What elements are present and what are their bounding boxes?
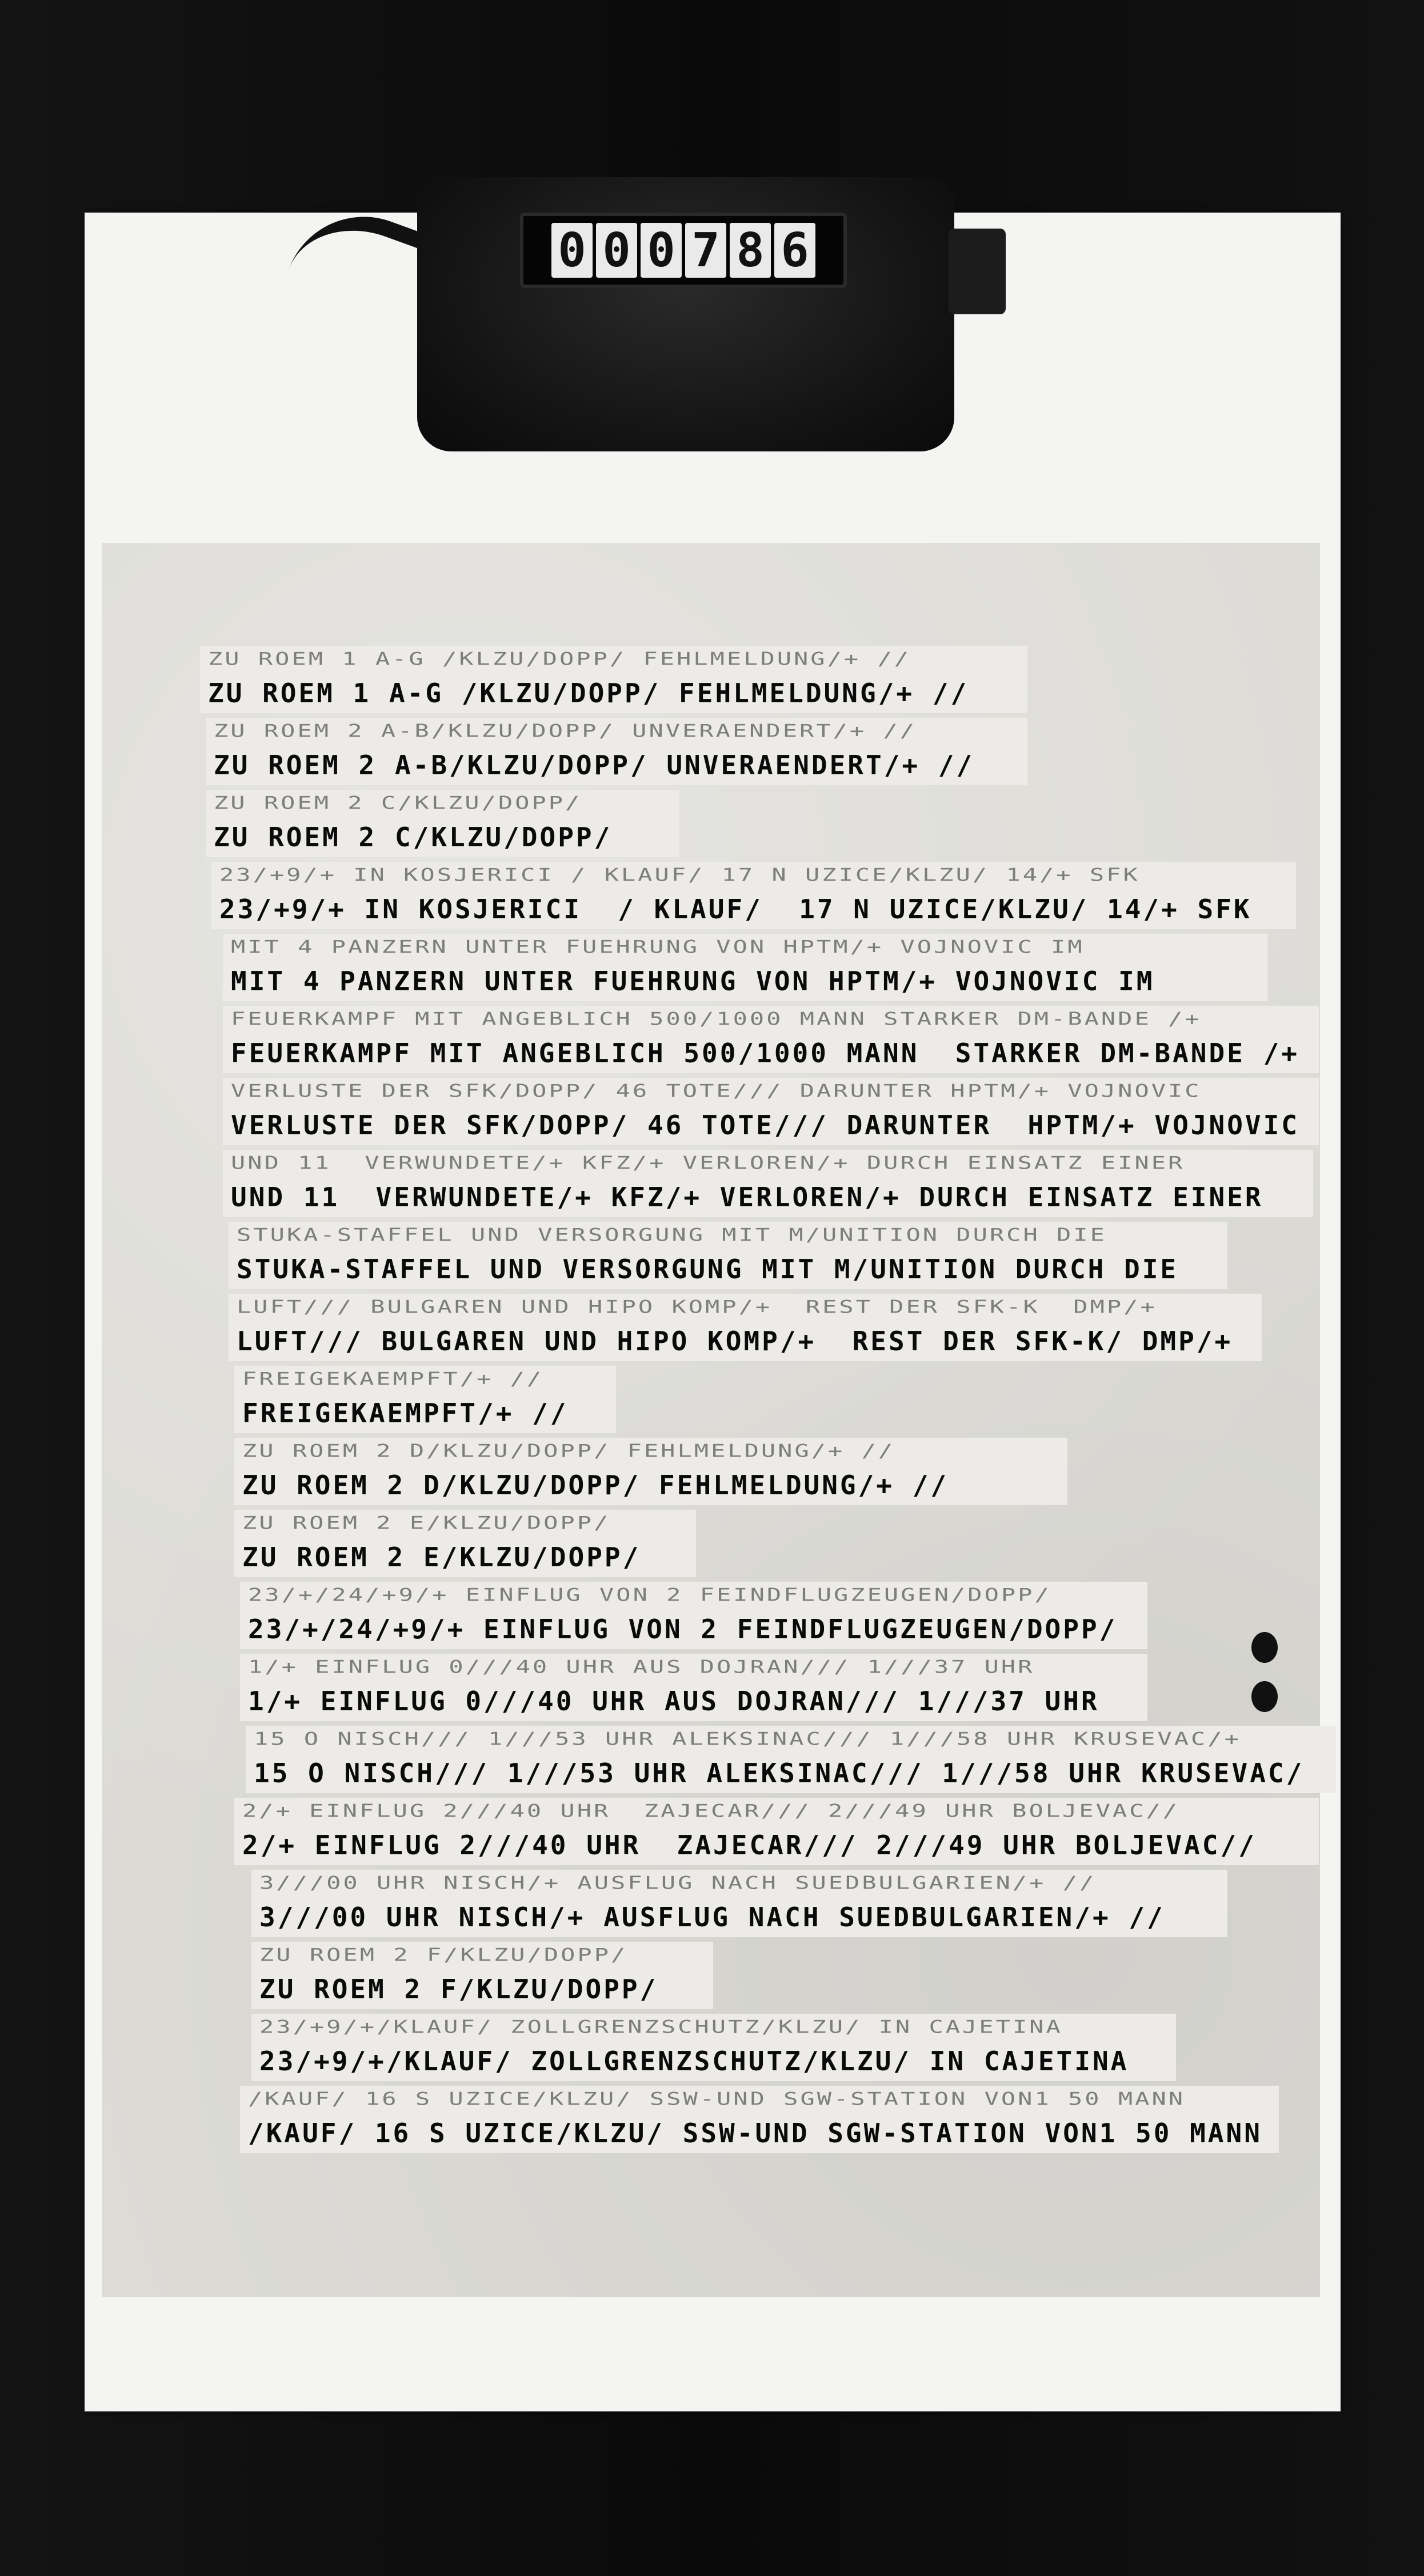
strip-ghost-text: ZU ROEM 2 D/KLZU/DOPP/ FEHLMELDUNG/+ //: [242, 1440, 895, 1461]
tape-strip: [246, 1726, 1336, 1793]
tape-strip: [240, 2086, 1279, 2153]
tape-strip: [234, 1438, 1067, 1505]
counter-digit: 6: [774, 223, 815, 278]
strip-text: ZU ROEM 1 A-G /KLZU/DOPP/ FEHLMELDUNG/+ //: [208, 678, 969, 709]
strip-ghost-text: 23/+9/+/KLAUF/ ZOLLGRENZSCHUTZ/KLZU/ IN CAJETINA: [259, 2016, 1063, 2037]
strip-ghost-text: FREIGEKAEMPFT/+ //: [242, 1368, 544, 1389]
counter-digit: 7: [685, 223, 726, 278]
strip-text: STUKA-STAFFEL UND VERSORGUNG MIT M/UNITION DURCH DIE: [237, 1254, 1179, 1285]
strip-ghost-text: ZU ROEM 1 A-G /KLZU/DOPP/ FEHLMELDUNG/+ //: [208, 648, 911, 669]
strip-ghost-text: 3///00 UHR NISCH/+ AUSFLUG NACH SUEDBULGARIEN/+ //: [259, 1872, 1097, 1893]
tape-strip: [206, 790, 679, 857]
strip-text: /KAUF/ 16 S UZICE/KLZU/ SSW-UND SGW-STATION VON1 50 MANN: [248, 2118, 1262, 2149]
strip-text: 15 O NISCH/// 1///53 UHR ALEKSINAC/// 1///58 UHR KRUSEVAC/: [254, 1758, 1305, 1789]
tape-strip: [251, 2014, 1176, 2081]
strip-text: FEUERKAMPF MIT ANGEBLICH 500/1000 MANN STARKER DM-BANDE /+: [231, 1038, 1299, 1069]
counter-digit: 0: [551, 223, 593, 278]
strip-ghost-text: 2/+ EINFLUG 2///40 UHR ZAJECAR/// 2///49 UHR BOLJEVAC//: [242, 1800, 1180, 1821]
strip-text: ZU ROEM 2 C/KLZU/DOPP/: [214, 822, 613, 853]
strip-ghost-text: ZU ROEM 2 C/KLZU/DOPP/: [214, 792, 582, 813]
strip-text: UND 11 VERWUNDETE/+ KFZ/+ VERLOREN/+ DURCH EINSATZ EINER: [231, 1182, 1263, 1213]
tape-strip: [223, 934, 1267, 1001]
strip-ghost-text: ZU ROEM 2 F/KLZU/DOPP/: [259, 1944, 628, 1965]
tape-strip: [234, 1366, 616, 1433]
strip-text: MIT 4 PANZERN UNTER FUEHRUNG VON HPTM/+ VOJNOVIC IM: [231, 966, 1155, 997]
strip-ghost-text: MIT 4 PANZERN UNTER FUEHRUNG VON HPTM/+ VOJNOVIC IM: [231, 936, 1085, 957]
tape-strip: [200, 646, 1027, 713]
counter-knob-icon: [949, 229, 1006, 314]
strip-ghost-text: VERLUSTE DER SFK/DOPP/ 46 TOTE/// DARUNTER HPTM/+ VOJNOVIC: [231, 1080, 1202, 1101]
strip-text: 23/+9/+/KLAUF/ ZOLLGRENZSCHUTZ/KLZU/ IN CAJETINA: [259, 2046, 1129, 2077]
teletype-strips: [200, 646, 1331, 2158]
strip-text: ZU ROEM 2 D/KLZU/DOPP/ FEHLMELDUNG/+ //: [242, 1470, 949, 1501]
strip-text: 1/+ EINFLUG 0///40 UHR AUS DOJRAN/// 1///37 UHR: [248, 1686, 1099, 1717]
strip-text: FREIGEKAEMPFT/+ //: [242, 1398, 569, 1429]
tape-strip: [223, 1078, 1319, 1145]
tape-strip: [229, 1222, 1227, 1289]
strip-ghost-text: ZU ROEM 2 A-B/KLZU/DOPP/ UNVERAENDERT/+ //: [214, 720, 917, 741]
strip-ghost-text: 23/+9/+ IN KOSJERICI / KLAUF/ 17 N UZICE/KLZU/ 14/+ SFK: [219, 864, 1140, 885]
strip-ghost-text: FEUERKAMPF MIT ANGEBLICH 500/1000 MANN STARKER DM-BANDE /+: [231, 1008, 1202, 1029]
tape-strip: [211, 862, 1296, 929]
tape-strip: [223, 1006, 1319, 1073]
strip-ghost-text: 15 O NISCH/// 1///53 UHR ALEKSINAC/// 1///58 UHR KRUSEVAC/+: [254, 1728, 1241, 1749]
strip-text: 23/+9/+ IN KOSJERICI / KLAUF/ 17 N UZICE/KLZU/ 14/+ SFK: [219, 894, 1252, 925]
strip-ghost-text: STUKA-STAFFEL UND VERSORGUNG MIT M/UNITION DURCH DIE: [237, 1224, 1107, 1245]
strip-ghost-text: 23/+/24/+9/+ EINFLUG VON 2 FEINDFLUGZEUGEN/DOPP/: [248, 1584, 1051, 1605]
strip-ghost-text: LUFT/// BULGAREN UND HIPO KOMP/+ REST DER SFK-K DMP/+: [237, 1296, 1157, 1317]
strip-text: ZU ROEM 2 A-B/KLZU/DOPP/ UNVERAENDERT/+ //: [214, 750, 975, 781]
counter-digit: 0: [596, 223, 637, 278]
tape-strip: [223, 1150, 1313, 1217]
strip-text: 23/+/24/+9/+ EINFLUG VON 2 FEINDFLUGZEUGEN/DOPP/: [248, 1614, 1118, 1645]
tape-strip: [234, 1510, 696, 1577]
strip-text: ZU ROEM 2 E/KLZU/DOPP/: [242, 1542, 641, 1573]
tape-strip: [240, 1582, 1147, 1649]
strip-text: VERLUSTE DER SFK/DOPP/ 46 TOTE/// DARUNTER HPTM/+ VOJNOVIC: [231, 1110, 1299, 1141]
strip-text: LUFT/// BULGAREN UND HIPO KOMP/+ REST DER SFK-K/ DMP/+: [237, 1326, 1233, 1357]
strip-ghost-text: 1/+ EINFLUG 0///40 UHR AUS DOJRAN/// 1///37 UHR: [248, 1656, 1035, 1677]
counter-digit: 8: [730, 223, 771, 278]
strip-ghost-text: /KAUF/ 16 S UZICE/KLZU/ SSW-UND SGW-STATION VON1 50 MANN: [248, 2088, 1186, 2109]
strip-text: 3///00 UHR NISCH/+ AUSFLUG NACH SUEDBULGARIEN/+ //: [259, 1902, 1165, 1933]
counter-digit: 0: [641, 223, 682, 278]
tape-strip: [229, 1294, 1262, 1361]
tape-strip: [206, 718, 1027, 785]
tape-strip: [251, 1942, 713, 2009]
tape-strip: [240, 1654, 1147, 1721]
strip-text: 2/+ EINFLUG 2///40 UHR ZAJECAR/// 2///49 UHR BOLJEVAC//: [242, 1830, 1257, 1861]
tape-strip: [251, 1870, 1227, 1937]
tape-strip: [234, 1798, 1319, 1865]
strip-ghost-text: UND 11 VERWUNDETE/+ KFZ/+ VERLOREN/+ DURCH EINSATZ EINER: [231, 1152, 1185, 1173]
frame-counter-display: [520, 213, 847, 288]
strip-text: ZU ROEM 2 F/KLZU/DOPP/: [259, 1974, 658, 2005]
strip-ghost-text: ZU ROEM 2 E/KLZU/DOPP/: [242, 1512, 611, 1533]
